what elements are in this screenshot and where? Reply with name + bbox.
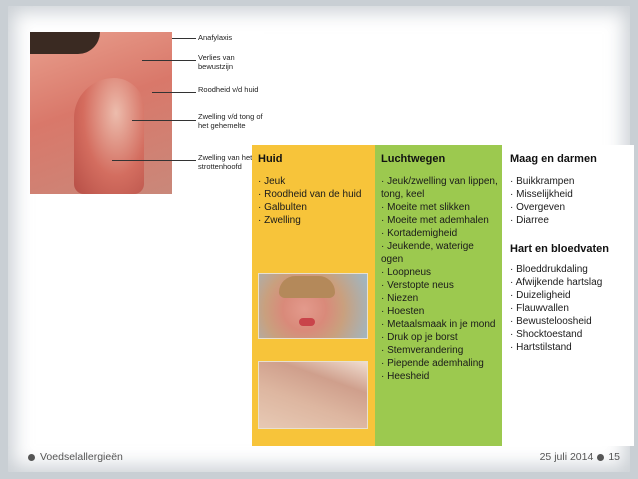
allergy-symptoms-table (252, 145, 634, 446)
child-swollen-face-photo (258, 273, 368, 339)
list-item: · Hartstilstand (510, 341, 630, 354)
list-hart (510, 263, 630, 354)
list-item: · Metaalsmaak in je mond (381, 318, 498, 331)
anatomy-label-bewustzijn: Verlies van bewustzijn (198, 53, 235, 71)
anatomy-label-anafylaxis: Anafylaxis (198, 33, 233, 42)
list-item: · Piepende ademhaling (381, 357, 498, 370)
list-item: · Heesheid (381, 370, 498, 383)
column-title-huid: Huid (258, 153, 283, 165)
list-item: · Kortademigheid (381, 227, 498, 240)
label-line (142, 60, 196, 61)
list-item: · Jeuk/zwelling van lippen, tong, keel (381, 175, 498, 201)
footer-title: Voedselallergieën (40, 451, 123, 463)
footer-left (28, 451, 123, 463)
list-item: · Overgeven (510, 201, 630, 214)
slide (8, 6, 630, 472)
list-item: · Diarree (510, 214, 630, 227)
list-item: · Bloeddrukdaling (510, 263, 630, 276)
list-item: · Misselijkheid (510, 188, 630, 201)
bullet-dot-icon (597, 454, 604, 461)
anatomy-label-strottenhoofd: Zwelling van het strottenhoofd (198, 153, 253, 171)
bullet-dot-icon (28, 454, 35, 461)
column-luchtwegen (375, 145, 502, 446)
list-item: · Zwelling (258, 214, 371, 227)
list-item: · Jeuk (258, 175, 371, 188)
list-item: · Bewusteloosheid (510, 315, 630, 328)
footer-right (540, 451, 620, 463)
list-item: · Verstopte neus (381, 279, 498, 292)
list-item: · Moeite met ademhalen (381, 214, 498, 227)
list-item: · Galbulten (258, 201, 371, 214)
skin-rash-photo (258, 361, 368, 429)
list-item: · Afwijkende hartslag (510, 276, 630, 289)
list-item: · Shocktoestand (510, 328, 630, 341)
column-huid (252, 145, 375, 446)
list-item: · Roodheid van de huid (258, 188, 371, 201)
label-line (132, 120, 196, 121)
list-huid (258, 175, 371, 227)
list-item: · Duizeligheid (510, 289, 630, 302)
anatomy-label-tong: Zwelling v/d tong of het gehemelte (198, 112, 263, 130)
column-maag-hart (502, 145, 634, 446)
hair-illustration (30, 32, 100, 54)
list-item: · Loopneus (381, 266, 498, 279)
footer-date: 25 juli 2014 (539, 451, 594, 463)
anatomy-label-roodheid: Roodheid v/d huid (198, 85, 259, 94)
column-title-hart: Hart en bloedvaten (510, 243, 610, 255)
list-item: · Hoesten (381, 305, 498, 318)
list-item: · Stemverandering (381, 344, 498, 357)
list-item: · Niezen (381, 292, 498, 305)
list-item: · Flauwvallen (510, 302, 630, 315)
list-item: · Jeukende, waterige ogen (381, 240, 498, 266)
page-number: 15 (608, 451, 620, 463)
child-swollen-lips (299, 318, 315, 326)
list-item: · Moeite met slikken (381, 201, 498, 214)
list-item: · Buikkrampen (510, 175, 630, 188)
airway-illustration (74, 78, 144, 194)
list-item: · Druk op je borst (381, 331, 498, 344)
label-line (152, 92, 196, 93)
column-title-luchtwegen: Luchtwegen (381, 153, 446, 165)
label-line (112, 160, 196, 161)
label-line (172, 38, 196, 39)
list-maag (510, 175, 630, 227)
anatomy-illustration (30, 32, 264, 194)
column-title-maag: Maag en darmen (510, 153, 597, 165)
child-hair (279, 276, 335, 298)
list-luchtwegen (381, 175, 498, 383)
